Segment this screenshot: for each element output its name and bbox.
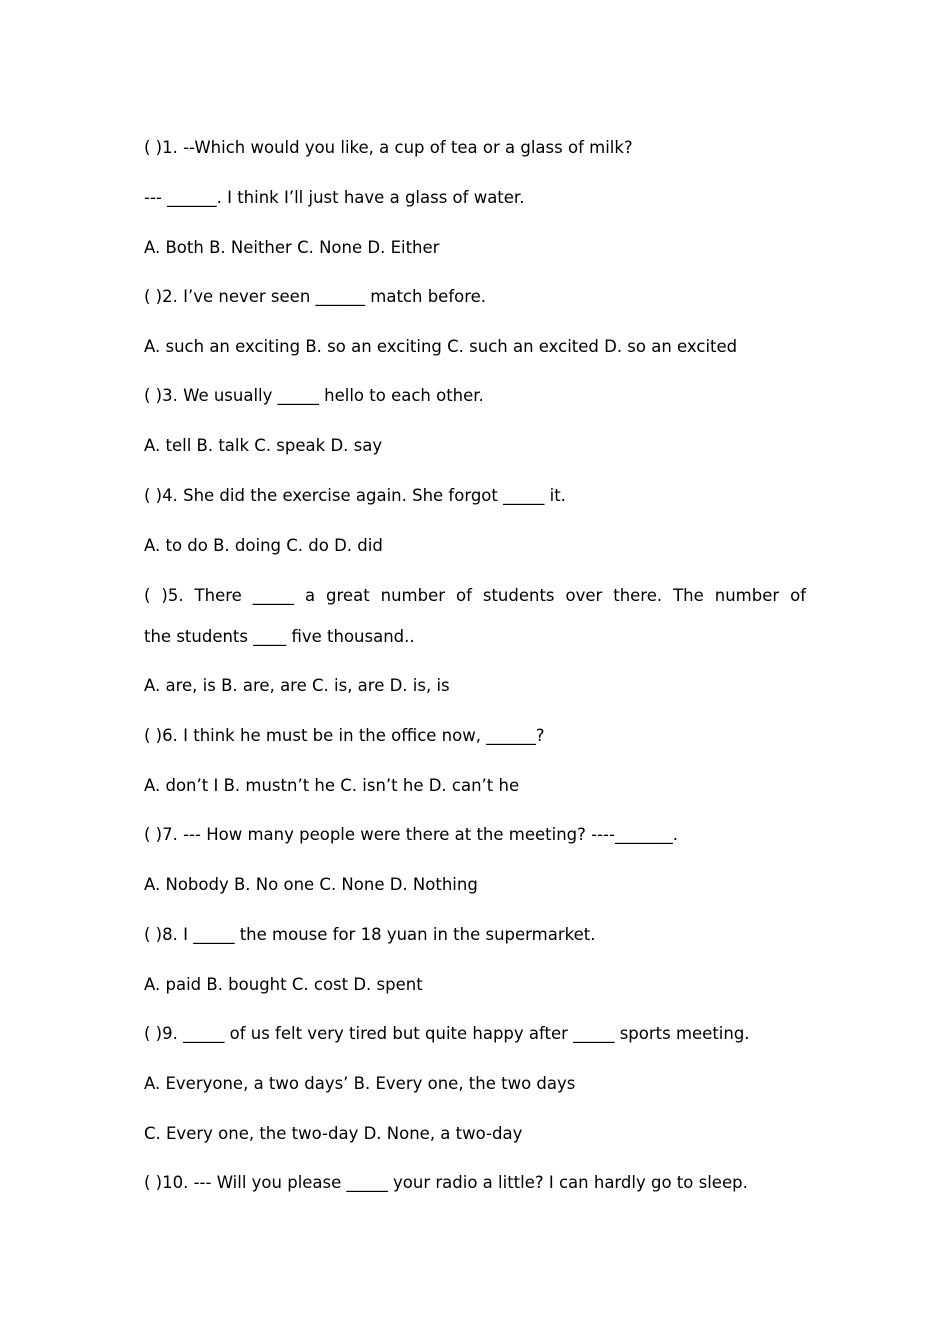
question-10-stem: ( )10. --- Will you please _____ your radio a little? I can hardly go to sleep. — [144, 1173, 748, 1192]
question-6-options: A. don’t I B. mustn’t he C. isn’t he D. can’t he — [144, 776, 520, 795]
question-5-options: A. are, is B. are, are C. is, are D. is, is — [144, 676, 450, 695]
question-5-stem-line-2: the students ____ five thousand.. — [144, 627, 415, 646]
question-6-stem: ( )6. I think he must be in the office now, ______? — [144, 726, 545, 745]
question-7-stem: ( )7. --- How many people were there at the meeting? ----_______. — [144, 825, 678, 844]
question-9-options-line-1: A. Everyone, a two days’ B. Every one, the two days — [144, 1074, 576, 1093]
question-9-stem: ( )9. _____ of us felt very tired but quite happy after _____ sports meeting. — [144, 1024, 750, 1043]
question-9-options-line-2: C. Every one, the two-day D. None, a two-day — [144, 1124, 523, 1143]
question-1-options: A. Both B. Neither C. None D. Either — [144, 238, 440, 257]
question-4-stem: ( )4. She did the exercise again. She forgot _____ it. — [144, 486, 566, 505]
question-8-options: A. paid B. bought C. cost D. spent — [144, 975, 423, 994]
question-1-dialogue: --- ______. I think I’ll just have a glass of water. — [144, 188, 525, 207]
question-1-stem: ( )1. --Which would you like, a cup of tea or a glass of milk? — [144, 138, 633, 157]
question-5-stem-line-1: ( )5. There _____ a great number of students over there. The number of — [144, 586, 806, 605]
question-3-options: A. tell B. talk C. speak D. say — [144, 436, 383, 455]
question-2-options: A. such an exciting B. so an exciting C. such an excited D. so an excited — [144, 337, 738, 356]
question-4-options: A. to do B. doing C. do D. did — [144, 536, 383, 555]
question-2-stem: ( )2. I’ve never seen ______ match before. — [144, 287, 487, 306]
question-3-stem: ( )3. We usually _____ hello to each other. — [144, 386, 484, 405]
question-8-stem: ( )8. I _____ the mouse for 18 yuan in the supermarket. — [144, 925, 596, 944]
question-7-options: A. Nobody B. No one C. None D. Nothing — [144, 875, 478, 894]
